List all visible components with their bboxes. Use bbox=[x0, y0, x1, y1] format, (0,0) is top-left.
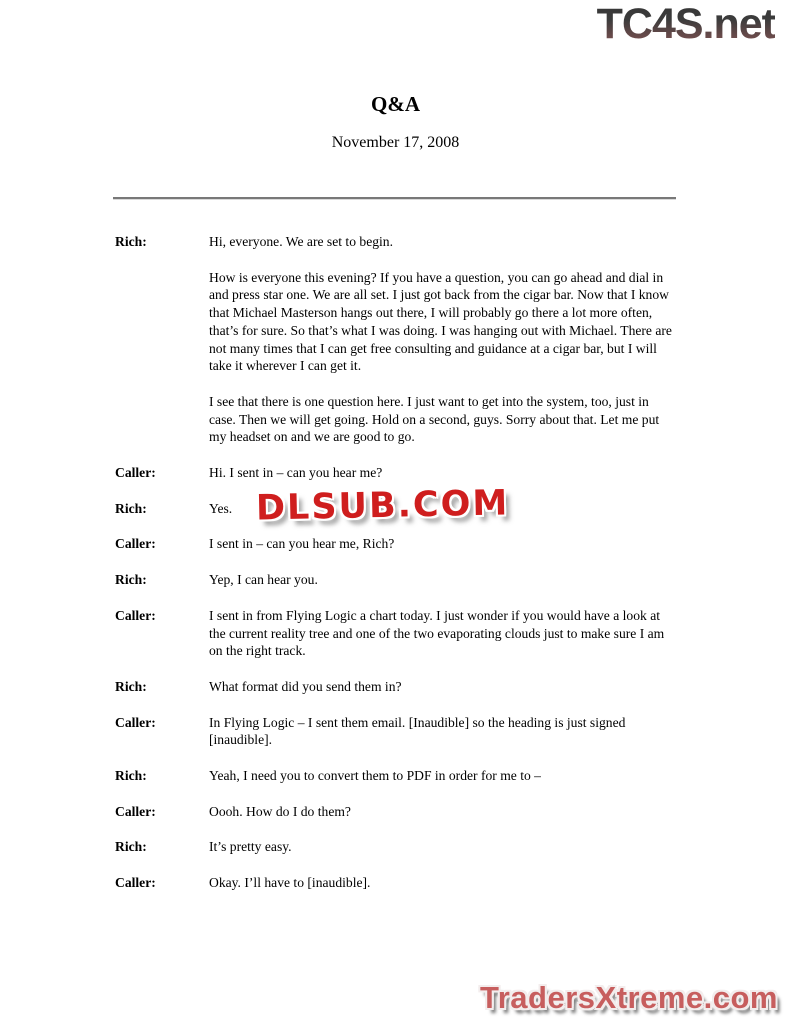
speaker-label: Caller: bbox=[115, 465, 156, 481]
transcript-row bbox=[115, 464, 677, 482]
transcript-row bbox=[115, 838, 677, 856]
transcript-row bbox=[115, 767, 677, 785]
transcript-row bbox=[115, 233, 677, 251]
transcript-row bbox=[115, 393, 677, 446]
speaker-label: Rich: bbox=[115, 839, 147, 855]
transcript-row bbox=[115, 714, 677, 749]
dialog-text: How is everyone this evening? If you have a question, you can go ahead and dial in and press star one. We are all set. I just got back from the cigar bar. Now that I know that Michael Masterson hangs out there, I will probably go there a lot more often, that’s for sure. So that’s what I was doing. I was hanging out with Michael. There are not many times that I can get free consulting and guidance at a cigar bar, but I will take it wherever I can get it. bbox=[209, 269, 672, 374]
speaker-label: Rich: bbox=[115, 500, 147, 516]
dlsub-watermark: DLSUB.COM bbox=[255, 483, 510, 529]
speaker-label: Caller: bbox=[115, 536, 156, 552]
speaker-label: Caller: bbox=[115, 714, 156, 730]
tc4s-logo: TC4S.net bbox=[596, 0, 775, 48]
speaker-label: Caller: bbox=[115, 607, 156, 623]
dialog-text: Hi, everyone. We are set to begin. bbox=[209, 234, 393, 249]
transcript-row bbox=[115, 607, 677, 660]
page-title: Q&A bbox=[371, 92, 420, 116]
speaker-label bbox=[115, 393, 209, 446]
transcript-row bbox=[115, 535, 677, 553]
transcript-row bbox=[115, 803, 677, 821]
speaker-label: Caller: bbox=[115, 875, 156, 891]
speaker-label: Rich: bbox=[115, 234, 147, 249]
dialog-text: Yep, I can hear you. bbox=[209, 572, 318, 588]
speaker-label: Rich: bbox=[115, 678, 147, 694]
dialog-text: Hi. I sent in – can you hear me? bbox=[209, 465, 383, 481]
dialog-text: Yes. bbox=[209, 500, 233, 516]
dialog-text: What format did you send them in? bbox=[209, 678, 402, 694]
speaker-label bbox=[115, 269, 209, 375]
speaker-label: Rich: bbox=[115, 768, 147, 784]
transcript-row bbox=[115, 269, 677, 375]
speaker-label: Rich: bbox=[115, 572, 147, 588]
dialog-text: I sent in – can you hear me, Rich? bbox=[209, 536, 395, 552]
dialog-text: In Flying Logic – I sent them email. [Inaudible] so the heading is just signed [inaudible]. bbox=[209, 714, 626, 748]
tradersxtreme-watermark: TradersXtreme.com bbox=[480, 980, 778, 1015]
dialog-text: I see that there is one question here. I just want to get into the system, too, just in case. Then we will get going. Hold on a second, guys. Sorry about that. Let me put my headset on and we are good to go. bbox=[209, 393, 660, 445]
speaker-label: Caller: bbox=[115, 803, 156, 819]
transcript-row bbox=[115, 678, 677, 696]
dialog-text: Oooh. How do I do them? bbox=[209, 803, 351, 819]
transcript-row bbox=[115, 874, 677, 892]
transcript bbox=[115, 233, 677, 910]
dialog-text: I sent in from Flying Logic a chart today. I just wonder if you would have a look at the current reality tree and one of the two evaporating clouds just to make sure I am on the right track. bbox=[209, 607, 665, 659]
transcript-row bbox=[115, 571, 677, 589]
dialog-text: Yeah, I need you to convert them to PDF in order for me to – bbox=[209, 768, 541, 784]
dialog-text: It’s pretty easy. bbox=[209, 839, 292, 855]
dialog-text: Okay. I’ll have to [inaudible]. bbox=[209, 875, 371, 891]
divider-line bbox=[113, 197, 676, 200]
document-date: November 17, 2008 bbox=[331, 134, 460, 151]
